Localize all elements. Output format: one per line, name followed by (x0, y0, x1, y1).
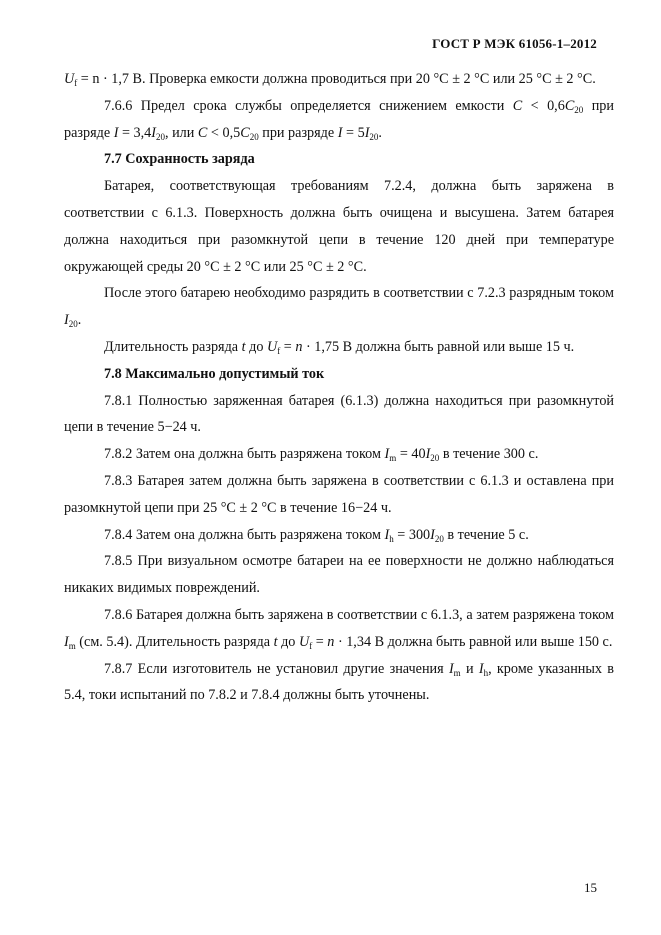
page-body (64, 66, 614, 709)
section-heading-7-8: 7.8 Максимально допустимый ток (104, 365, 325, 382)
document-header: ГОСТ Р МЭК 61056-1–2012 (432, 36, 597, 51)
clause-7-8-6: 7.8.6 Батарея должна быть заряжена в соответствии с 6.1.3, а затем разряжена током $I_m$ (см. 5.4). Длительность разряда t до $U_f = n \cdot 1,34$ В должна быть равной или выше 150 с. (64, 606, 614, 651)
clause-7-8-1: 7.8.1 Полностью заряженная батарея (6.1.3) должна находиться при разомкнутой цепи в течение 5−24 ч. (64, 392, 614, 436)
clause-7-8-4: 7.8.4 Затем она должна быть разряжена током $I_h = 300I_{20}$ в течение 5 с. (104, 526, 529, 544)
clause-7-7-para-2: После этого батарею необходимо разрядить в соответствии с 7.2.3 разрядным током $I_{20}$. (64, 285, 614, 330)
clause-7-6-6: 7.6.6 Предел срока службы определяется снижением емкости $C < 0,6C_{20}$ при разряде $I = 3,4I_{20}$, или $C < 0,5C_{20}$ при разряде $I = 5I_{20}$. (64, 97, 614, 142)
clause-7-8-5: 7.8.5 При визуальном осмотре батареи на ее поверхности не должно наблюдаться никаких видимых повреждений. (64, 553, 614, 597)
clause-7-8-3: 7.8.3 Батарея затем должна быть заряжена в соответствии с 6.1.3 и оставлена при разомкнутой цепи при 25 °C ± 2 °C в течение 16−24 ч. (64, 472, 614, 516)
clause-7-8-7: 7.8.7 Если изготовитель не установил другие значения $I_m$ и $I_h$, кроме указанных в 5.4, токи испытаний по 7.8.2 и 7.8.4 должны быть уточнены. (64, 660, 614, 704)
clause-7-8-2: 7.8.2 Затем она должна быть разряжена током $I_m = 40I_{20}$ в течение 300 с. (104, 446, 539, 464)
clause-7-7-para-3: Длительность разряда t до $U_f = n \cdot 1,75$ В должна быть равной или выше 15 ч. (104, 338, 575, 356)
section-heading-7-7: 7.7 Сохранность заряда (104, 151, 255, 168)
continuation-paragraph: $U_f = n \cdot 1,7$ В. Проверка емкости должна проводиться при 20 °C ± 2 °C или 25 °C ± 2 °C. (64, 71, 596, 88)
page-number: 15 (584, 880, 597, 895)
clause-7-7-para-1: Батарея, соответствующая требованиям 7.2.4, должна быть заряжена в соответствии с 6.1.3. Поверхность должна быть очищена и высушена. Затем батарея должна находиться при разомкнутой цепи в течение 120 дней при температуре окружающей среды 20 °C ± 2 °C или 25 °C ± 2 °C. (64, 178, 614, 275)
